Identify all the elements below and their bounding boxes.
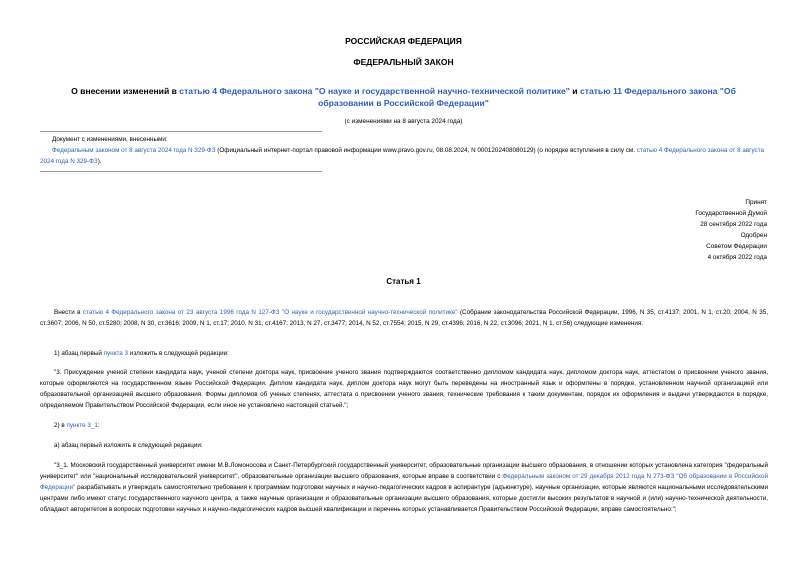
accepted-date: 28 сентября 2022 года <box>700 221 767 229</box>
law-127-fz-link[interactable]: статью 4 Федерального закона от 23 августа 1996 года N 127-ФЗ "О науке и государственной научно-технической политике" <box>82 309 458 316</box>
top-rule <box>40 131 322 132</box>
title-link-article-11[interactable]: статью 11 Федерального закона "Об образовании в Российской Федерации" <box>318 86 736 108</box>
p1-text: (Собрание законодательства Российской Федерации, 1996, N 35, ст.4137; 2001, N 1, ст.20; 2004, N 35, ст.3607; 2006, N 50, ст.5280; 2008, N 30, ст.3616; 2009, N 1, ст.17; 2010, N 31, ст.4167; 2013, N 27, ст.3477; 2014, N 52, ст.7554; 2015, N 29, ст.4396; 2016, N 22, ст.3096; 2021, N 1, ст.56) следующие изменения: <box>40 309 768 328</box>
p6-prefix: "3_1. Московский государственный университет имени М.В.Ломоносова и Санкт-Петербургский государственный университет, образовательные организации высшего образования, в отношении которых установлена категория "федеральный университет" или "национальный исследовательский университет", образовательные организации высшего образования, которые вправе в соответствии с <box>40 462 768 481</box>
country-heading: РОССИЙСКАЯ ФЕДЕРАЦИЯ <box>345 36 462 46</box>
law-273-fz-link[interactable]: Федеральным законом от 29 декабря 2012 года N 273-ФЗ "Об образовании в Российской Федерации" <box>40 473 768 492</box>
p6-suffix: разрабатывать и утверждать самостоятельно требования к программам подготовки научных и научно-педагогических кадров в аспирантуре (адъюнктуре), научные организации, которые являются национальными исследовательскими центрами либо имеют статус государственного научного центра, а также научные организации и образовательные организации высшего образования, которые достигли высоких результатов в научной и (или) научно-технической деятельности, обладают авторитетом в вопросах подготовки научных и научно-педагогических кадров высшей квалификации и перечень которых устанавливается Правительством Российской Федерации, вправе самостоятельно:"; <box>40 484 768 514</box>
point-3-link[interactable]: пункта 3 <box>103 350 129 357</box>
revision-note: (с изменениями на 8 августа 2024 года) <box>344 118 463 125</box>
p2-prefix: 1) абзац первый <box>54 350 104 357</box>
article-heading: Статья 1 <box>386 277 421 286</box>
amending-law-link[interactable]: Федеральным законом от 8 августа 2024 года N 329-ФЗ <box>52 147 216 154</box>
p4-prefix: 2) в <box>54 422 67 429</box>
paragraph-point-3-text: "3. Присуждение ученой степени кандидата наук, ученой степени доктора наук, присвоение ученого звания подтверждаются соответственно дипломом кандидата наук, дипломом доктора наук, аттестатом о присвоении ученого звания, которые оформляются на государственном языке Российской Федерации. Диплом кандидата наук, диплом доктора наук могут быть переведены на иностранный язык и оформлены в порядке, установленном научной организацией или образовательной организацией высшего образования. Формы дипломов об ученых степенях, аттестата о присвоении ученого звания, технические требования к таким документам, порядок их оформления и выдачи утверждаются в порядке, определяемом Правительством Российской Федерации, если иное не установлено настоящей статьей."; <box>40 369 768 410</box>
law-type-heading: ФЕДЕРАЛЬНЫЙ ЗАКОН <box>353 57 454 67</box>
doc-changes-text <box>40 145 768 167</box>
approved-date: 4 октября 2022 года <box>707 254 767 262</box>
title-middle: и <box>569 86 580 96</box>
paragraph-intro <box>40 307 768 329</box>
acceptance-block <box>695 197 767 264</box>
bottom-rule <box>40 171 322 172</box>
paragraph-item-1 <box>40 348 768 359</box>
doc-changes-label: Документ с изменениями, внесенными: <box>52 136 168 143</box>
point-3-1-link[interactable]: пункте 3_1 <box>66 422 98 429</box>
doc-changes-box <box>40 134 768 167</box>
accepted-by: Государственной Думой <box>695 210 767 218</box>
paragraph-point-3-1-text <box>40 460 768 515</box>
p4-suffix: : <box>97 422 100 429</box>
doc-changes-end: ). <box>97 158 102 165</box>
p1-prefix: Внести в <box>54 309 83 316</box>
accepted-label: Принят <box>745 199 767 206</box>
approved-by: Советом Федерации <box>706 243 767 251</box>
title-link-article-4[interactable]: статью 4 Федерального закона "О науке и государственной научно-технической политике" <box>179 86 570 96</box>
paragraph-item-2 <box>40 420 768 431</box>
amending-law-source: (Официальный интернет-портал правовой информации www.pravo.gov.ru, 08.08.2024, N 0001202408080129) (о порядке вступления в силу см. <box>215 147 637 154</box>
title-prefix: О внесении изменений в <box>71 86 180 96</box>
document-title <box>52 85 755 109</box>
entry-into-force-link[interactable]: статью 4 Федерального закона от 8 августа 2024 года N 329-ФЗ <box>40 147 765 165</box>
approved-label: Одобрен <box>740 232 767 240</box>
paragraph-subitem-a: а) абзац первый изложить в следующей редакции: <box>54 442 203 449</box>
p2-suffix: изложить в следующей редакции: <box>128 350 229 357</box>
